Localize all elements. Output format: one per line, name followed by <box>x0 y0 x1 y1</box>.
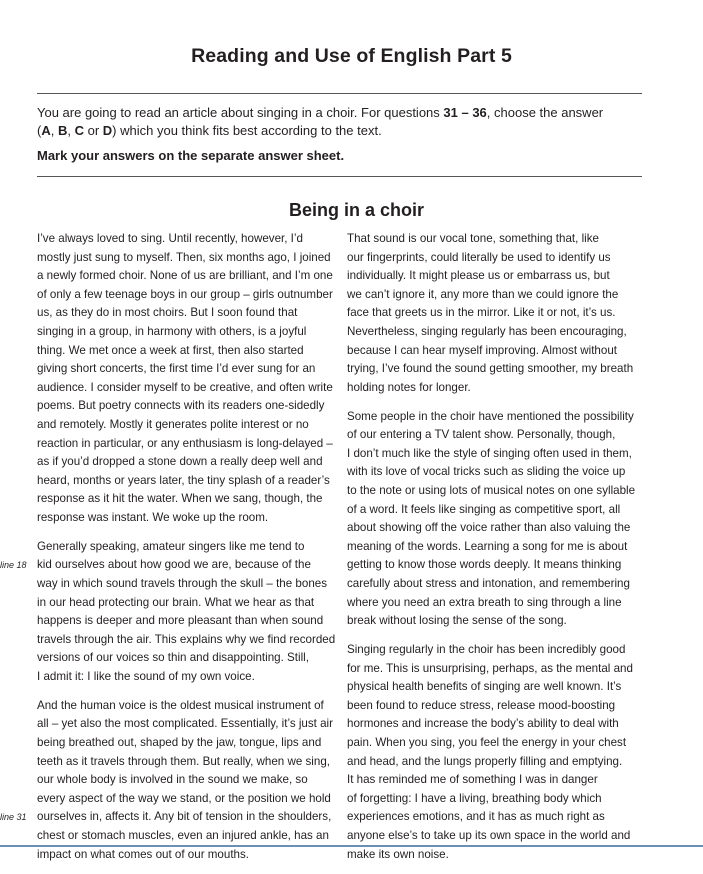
text-line: response as it hit the water. When we sang, though, the <box>37 492 323 506</box>
paragraph <box>347 230 647 397</box>
mark-instruction: Mark your answers on the separate answer sheet. <box>37 148 345 163</box>
text-line: make its own noise. <box>347 847 449 861</box>
text-line: every aspect of the way we stand, or the position we hold <box>37 791 331 805</box>
text-line: response was instant. We woke up the room. <box>37 510 269 524</box>
paragraph <box>37 230 337 528</box>
text-line: of a word. It feels like singing as competitive sport, all <box>347 502 621 516</box>
text-line: break without losing the sense of the song. <box>347 614 567 628</box>
paragraph <box>347 641 647 864</box>
text-line: our whole body is involved in the sound we make, so <box>37 773 308 787</box>
text-line: teeth as it travels through them. But really, when we sing, <box>37 754 330 768</box>
page-bottom-rule <box>0 845 703 847</box>
text-line: to the note or using lots of musical notes on one syllable <box>347 484 636 498</box>
text-line: we can’t ignore it, any more than we could ignore the <box>347 287 619 301</box>
text-line: where you need an extra breath to sing through a line <box>347 595 622 609</box>
marked-line <box>0 808 337 827</box>
text-line: versions of our voices so thin and disappointing. Still, <box>37 651 309 665</box>
article-title: Being in a choir <box>288 200 425 220</box>
text-line: face that greets us in the mirror. Like it or not, it’s us. <box>347 306 616 320</box>
instruction-line-2-end: ) which you think fits best according to the text. <box>112 123 382 138</box>
paragraph <box>0 697 337 864</box>
text-line: us, as they do in most choirs. But I soon found that <box>37 306 298 320</box>
line-number-marker: line 31 <box>0 812 27 823</box>
text-line: happens is deeper and more pleasant than when sound <box>37 614 324 628</box>
article-left-column <box>0 230 337 874</box>
text-line: I’ve always loved to sing. Until recently, however, I’d <box>37 232 303 245</box>
text-line: Nevertheless, singing regularly has been encouraging, <box>347 324 627 338</box>
text-line: Some people in the choir have mentioned the possibility <box>347 409 634 423</box>
option-d: D <box>102 123 113 138</box>
text-line: giving short concerts, the first time I’d ever sung for an <box>37 362 316 376</box>
marked-line <box>0 556 337 575</box>
text-line: and remotely. Mostly it generates polite interest or no <box>37 417 309 431</box>
instruction-line-1 <box>37 104 637 122</box>
text-line: impact on what comes out of our mouths. <box>37 847 250 861</box>
text-line: of our entering a TV talent show. Personally, though, <box>347 428 616 442</box>
top-divider <box>37 93 642 94</box>
option-c: C <box>74 123 84 138</box>
text-line: anyone else’s to take up its own space in the world and <box>347 829 631 842</box>
text-line: kid ourselves about how good we are, because of the <box>37 558 311 572</box>
text-line: holding notes for longer. <box>347 380 471 394</box>
text-line: getting to know those words deeply. It means thinking <box>347 558 622 572</box>
text-line: That sound is our vocal tone, something that, like <box>347 232 599 245</box>
text-line: as if you’d dropped a stone down a really deep well and <box>37 455 323 469</box>
text-line: with its love of vocal tricks such as sliding the voice up <box>347 465 626 479</box>
text-line: a newly formed choir. None of us are brilliant, and I’m one <box>37 269 333 283</box>
text-line: all – yet also the most complicated. Essentially, it’s just air <box>37 717 333 731</box>
paren-open: ( <box>37 123 42 138</box>
text-line: our fingerprints, could literally be used to identify us <box>347 250 611 264</box>
text-line: poems. But poetry connects with its readers one-sidedly <box>37 399 325 413</box>
text-line: been found to reduce stress, release mood-boosting <box>347 698 616 712</box>
text-line: heard, months or years later, the tiny splash of a reader’s <box>37 473 330 487</box>
instruction-text-end: , choose the answer <box>486 105 604 120</box>
text-line: pain. When you sing, you feel the energy in your chest <box>347 736 627 750</box>
instructions <box>37 104 637 165</box>
text-line: thing. We met once a week at first, then also started <box>37 343 304 357</box>
text-line: I admit it: I like the sound of my own voice. <box>37 669 255 683</box>
text-line: ourselves in, affects it. Any bit of tension in the shoulders, <box>37 810 332 824</box>
text-line: because I can hear myself improving. Almost without <box>347 343 618 357</box>
text-line: of only a few teenage boys in our group – girls outnumber <box>37 287 333 301</box>
text-line: being breathed out, shaped by the jaw, tongue, lips and <box>37 736 322 750</box>
separator: , <box>50 123 58 138</box>
text-line: reaction in particular, or any enthusiasm is long-delayed – <box>37 436 333 450</box>
text-line: way in which sound travels through the skull – the bones <box>37 576 328 590</box>
text-line: trying, I’ve found the sound getting smoother, my breath <box>347 362 634 376</box>
article-right-column <box>347 230 647 874</box>
text-line: Singing regularly in the choir has been incredibly good <box>347 643 626 657</box>
text-line: about showing off the voice rather than also valuing the <box>347 521 631 535</box>
text-line: mostly just sung to myself. Then, six months ago, I joined <box>37 250 331 264</box>
text-line: audience. I consider myself to be creative, and often write <box>37 380 333 394</box>
paragraph <box>0 538 337 687</box>
text-line: hormones and increase the body’s ability to deal with <box>347 717 619 731</box>
separator: , <box>67 123 75 138</box>
paragraph <box>347 408 647 631</box>
text-line: singing in a group, in harmony with others, is a joyful <box>37 324 307 338</box>
page-title: Reading and Use of English Part 5 <box>191 45 512 67</box>
text-line: carefully about stress and intonation, and remembering <box>347 576 630 590</box>
option-a: A <box>41 123 51 138</box>
text-line: Generally speaking, amateur singers like me tend to <box>37 539 305 553</box>
option-b: B <box>57 123 68 138</box>
text-line: of forgetting: I have a living, breathing body which <box>347 791 602 805</box>
text-line: physical health benefits of singing are well known. It’s <box>347 680 622 694</box>
text-line: chest or stomach muscles, even an injured ankle, has an <box>37 829 329 842</box>
text-line: I don’t much like the style of singing often used in them, <box>347 446 632 460</box>
bottom-divider <box>37 176 642 177</box>
separator: or <box>83 123 103 138</box>
text-line: in our head protecting our brain. What we hear as that <box>37 595 315 609</box>
instruction-line-2 <box>37 122 637 140</box>
text-line: individually. It might please us or embarrass us, but <box>347 269 610 283</box>
text-line: And the human voice is the oldest musical instrument of <box>37 698 324 712</box>
text-line: meaning of the words. Learning a song for me is about <box>347 539 628 553</box>
text-line: It has reminded me of something I was in danger <box>347 773 598 787</box>
text-line: travels through the air. This explains why we find recorded <box>37 632 336 646</box>
text-line: experiences emotions, and it has as much right as <box>347 810 605 824</box>
text-line: for me. This is unsurprising, perhaps, as the mental and <box>347 661 633 675</box>
text-line: and head, and the lungs properly filling and emptying. <box>347 754 623 768</box>
question-range: 31 – 36 <box>443 105 487 120</box>
instruction-text-start: You are going to read an article about singing in a choir. For questions <box>37 105 444 120</box>
line-number-marker: line 18 <box>0 560 27 571</box>
